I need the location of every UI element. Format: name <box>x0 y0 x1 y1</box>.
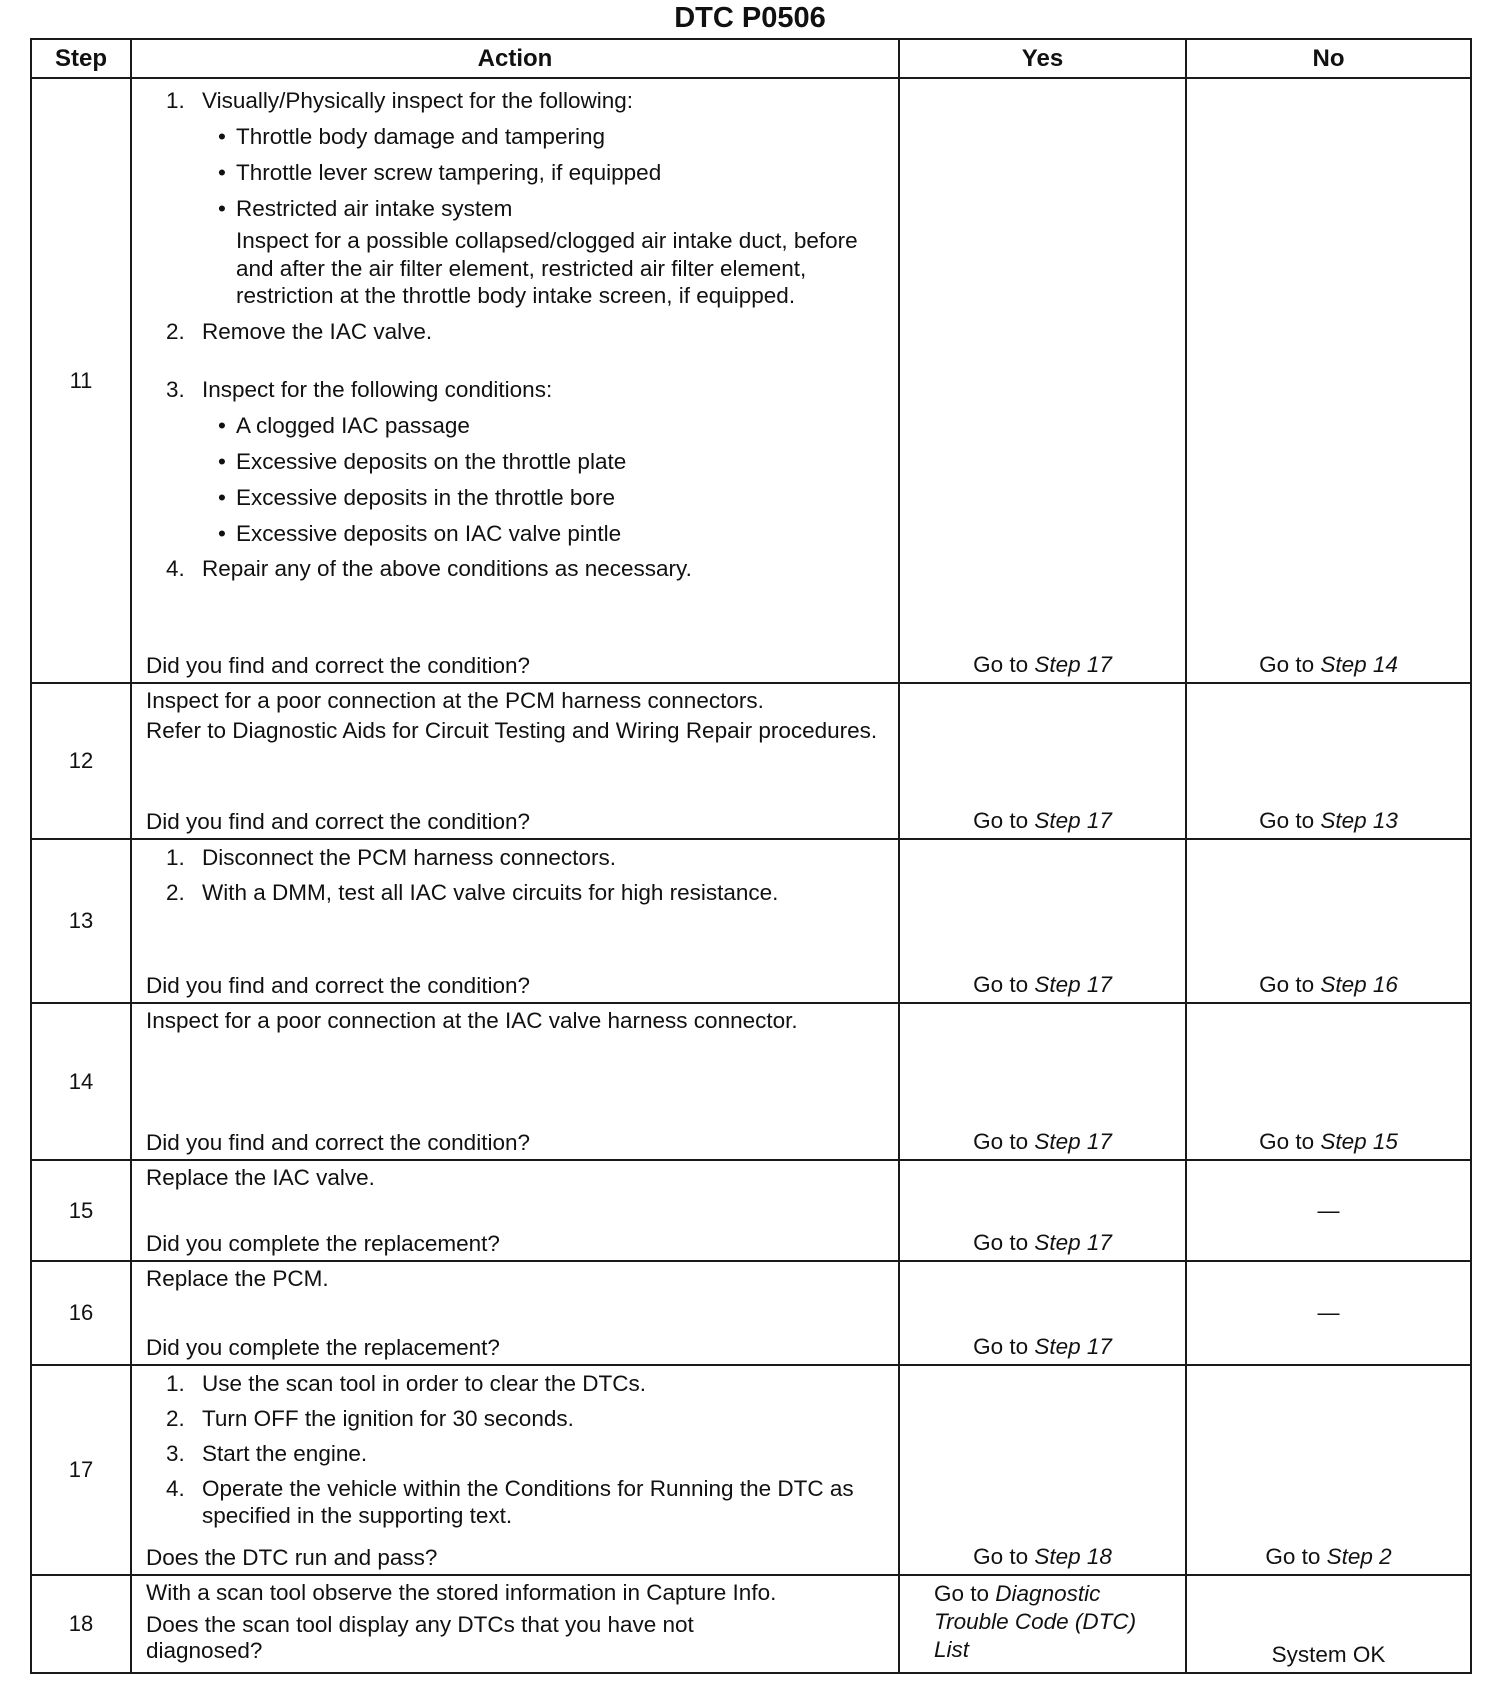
question-text: Did you complete the replacement? <box>146 1335 500 1360</box>
list-item: 3. Inspect for the following conditions: <box>166 376 553 402</box>
bullet-item: • Restricted air intake system <box>218 196 513 221</box>
yes-cell: Go to Step 17 <box>899 78 1186 683</box>
step-number: 15 <box>31 1160 131 1261</box>
yes-cell: Go to Step 17 <box>899 1261 1186 1365</box>
list-item: 2. Remove the IAC valve. <box>166 318 433 344</box>
no-cell <box>1186 1261 1471 1365</box>
action-text: Replace the PCM. <box>146 1266 329 1291</box>
step-link[interactable]: Step 16 <box>1320 972 1398 997</box>
question-text: Did you find and correct the condition? <box>146 653 530 678</box>
action-cell <box>131 1365 899 1575</box>
action-text: Inspect for a poor connection at the PCM harness connectors. <box>146 688 764 713</box>
yes-cell: Go to Step 17 <box>899 683 1186 839</box>
step-link[interactable]: Step 17 <box>1034 1129 1112 1154</box>
action-cell <box>131 1575 899 1673</box>
step-number: 17 <box>31 1365 131 1575</box>
list-item: 2. Turn OFF the ignition for 30 seconds. <box>166 1406 574 1431</box>
action-cell <box>131 683 899 839</box>
action-text: Inspect for a poor connection at the IAC valve harness connector. <box>146 1008 798 1033</box>
action-cell <box>131 1261 899 1365</box>
yes-cell: Go to Step 17 <box>899 1003 1186 1160</box>
table-row-step-16 <box>31 1261 1471 1365</box>
no-cell: Go to Step 2 <box>1186 1365 1471 1575</box>
bullet-item: • Excessive deposits on IAC valve pintle <box>218 520 622 546</box>
list-item: 1. Visually/Physically inspect for the following: <box>166 88 634 113</box>
step-number: 11 <box>31 78 131 683</box>
page-title: DTC P0506 <box>674 2 826 34</box>
table-row-step-18 <box>31 1575 1471 1673</box>
table-row-step-17 <box>31 1365 1471 1575</box>
step-link[interactable]: Step 18 <box>1034 1544 1112 1569</box>
yes-cell: Go to Step 18 <box>899 1365 1186 1575</box>
table-row-step-14 <box>31 1003 1471 1160</box>
step-link[interactable]: Step 17 <box>1034 808 1112 833</box>
step-number: 12 <box>31 683 131 839</box>
yes-cell: Go to Diagnostic Trouble Code (DTC) List <box>899 1575 1186 1673</box>
no-cell: Go to Step 13 <box>1186 683 1471 839</box>
diagnostic-table <box>30 38 1472 1674</box>
step-link[interactable]: Step 17 <box>1034 1334 1112 1359</box>
step-link[interactable]: Step 2 <box>1326 1544 1392 1569</box>
step-number: 16 <box>31 1261 131 1365</box>
action-text: Replace the IAC valve. <box>146 1165 375 1190</box>
list-item: 2. With a DMM, test all IAC valve circuits for high resistance. <box>166 880 779 905</box>
table-header-row <box>31 39 1471 78</box>
table-row-step-11 <box>31 78 1471 683</box>
header-step: Step <box>31 39 131 78</box>
step-link[interactable]: Step 13 <box>1320 808 1398 833</box>
table-row-step-13 <box>31 839 1471 1003</box>
action-cell <box>131 78 899 683</box>
header-yes: Yes <box>899 39 1186 78</box>
no-cell <box>1186 1160 1471 1261</box>
step-link[interactable]: Step 17 <box>1034 972 1112 997</box>
action-text: Refer to Diagnostic Aids for Circuit Testing and Wiring Repair procedures. <box>146 718 878 743</box>
list-item: 1. Use the scan tool in order to clear the DTCs. <box>166 1371 646 1396</box>
list-item: 1. Disconnect the PCM harness connectors. <box>166 845 616 870</box>
step-number: 13 <box>31 839 131 1003</box>
note-text: Inspect for a possible collapsed/clogged air intake duct, before and after the air filter element, restricted air filter element, restriction at the throttle body intake screen, if equipped. <box>236 228 858 308</box>
step-link[interactable]: Diagnostic Trouble Code (DTC) List <box>934 1581 1137 1662</box>
question-text: Did you find and correct the condition? <box>146 973 530 998</box>
bullet-item: • Excessive deposits in the throttle bore <box>218 484 615 510</box>
action-cell <box>131 839 899 1003</box>
list-item: 4. Operate the vehicle within the Conditions for Running the DTC as specified in the supporting text. <box>166 1476 854 1528</box>
bullet-item: • Throttle lever screw tampering, if equipped <box>218 160 662 185</box>
question-text: Did you find and correct the condition? <box>146 1130 530 1155</box>
action-cell <box>131 1160 899 1261</box>
step-number: 14 <box>31 1003 131 1160</box>
no-cell: Go to Step 16 <box>1186 839 1471 1003</box>
question-text: Does the scan tool display any DTCs that you have not diagnosed? <box>146 1612 694 1663</box>
bullet-item: • Excessive deposits on the throttle plate <box>218 448 627 474</box>
action-text: With a scan tool observe the stored information in Capture Info. <box>146 1580 777 1605</box>
header-action: Action <box>131 39 899 78</box>
system-ok-text: System OK <box>1271 1642 1386 1667</box>
no-action-dash: — <box>1317 1197 1340 1223</box>
list-item: 3. Start the engine. <box>166 1441 368 1466</box>
question-text: Did you find and correct the condition? <box>146 809 530 834</box>
action-cell <box>131 1003 899 1160</box>
no-cell <box>1186 1575 1471 1673</box>
step-link[interactable]: Step 17 <box>1034 1230 1112 1255</box>
step-link[interactable]: Step 17 <box>1034 652 1112 677</box>
yes-cell: Go to Step 17 <box>899 839 1186 1003</box>
no-action-dash: — <box>1317 1300 1340 1325</box>
question-text: Does the DTC run and pass? <box>146 1545 438 1570</box>
bullet-item: • Throttle body damage and tampering <box>218 124 605 149</box>
yes-cell: Go to Step 17 <box>899 1160 1186 1261</box>
list-item: 4. Repair any of the above conditions as necessary. <box>166 555 692 581</box>
no-cell: Go to Step 14 <box>1186 78 1471 683</box>
step-link[interactable]: Step 14 <box>1320 652 1398 677</box>
step-number: 18 <box>31 1575 131 1673</box>
question-text: Did you complete the replacement? <box>146 1231 500 1256</box>
no-cell: Go to Step 15 <box>1186 1003 1471 1160</box>
step-link[interactable]: Step 15 <box>1320 1129 1398 1154</box>
header-no: No <box>1186 39 1471 78</box>
table-row-step-12 <box>31 683 1471 839</box>
table-row-step-15 <box>31 1160 1471 1261</box>
bullet-item: • A clogged IAC passage <box>218 412 470 438</box>
